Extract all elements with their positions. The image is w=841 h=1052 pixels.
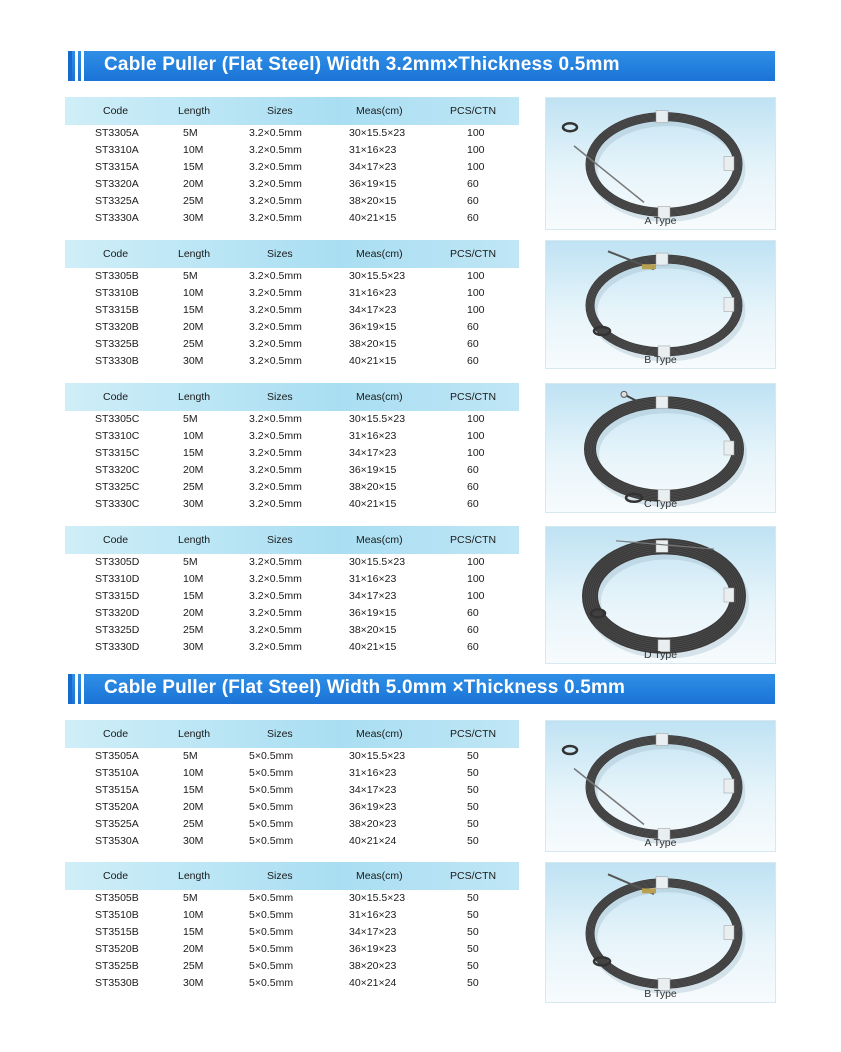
column-header: Sizes — [267, 105, 293, 117]
table-header-row — [65, 526, 519, 554]
table-cell: 5×0.5mm — [249, 801, 294, 813]
table-cell: 34×17×23 — [349, 304, 397, 316]
table-cell: ST3310C — [95, 430, 140, 442]
column-header: PCS/CTN — [450, 728, 497, 740]
table-cell: 15M — [183, 926, 204, 938]
table-cell: 38×20×15 — [349, 338, 397, 350]
table-cell: 34×17×23 — [349, 926, 397, 938]
table-cell: 50 — [467, 892, 479, 904]
table-cell: 100 — [467, 413, 485, 425]
column-header: Length — [178, 870, 211, 882]
table-cell: 5M — [183, 127, 198, 139]
table-row — [65, 285, 519, 302]
column-header: Length — [178, 391, 211, 403]
spec-table — [65, 862, 519, 992]
table-cell: 40×21×15 — [349, 355, 397, 367]
table-row — [65, 336, 519, 353]
table-cell: 3.2×0.5mm — [249, 464, 302, 476]
column-header: Meas(cm) — [356, 870, 403, 882]
table-cell: 36×19×15 — [349, 464, 397, 476]
table-cell: 30×15.5×23 — [349, 556, 406, 568]
table-cell: 5×0.5mm — [249, 960, 294, 972]
table-row — [65, 975, 519, 992]
table-row — [65, 125, 519, 142]
column-header: Sizes — [267, 728, 293, 740]
table-cell: 5×0.5mm — [249, 767, 294, 779]
table-cell: 50 — [467, 835, 479, 847]
table-row — [65, 319, 519, 336]
product-photo — [545, 240, 776, 369]
table-cell: ST3325A — [95, 195, 139, 207]
table-cell: 5×0.5mm — [249, 784, 294, 796]
photo-caption: B Type — [644, 354, 677, 366]
table-cell: 60 — [467, 212, 479, 224]
section-title: Cable Puller (Flat Steel) Width 3.2mm×Thickness 0.5mm — [104, 54, 620, 75]
spec-table — [65, 240, 519, 370]
table-cell: ST3305B — [95, 270, 139, 282]
table-cell: 60 — [467, 641, 479, 653]
column-header: Code — [103, 534, 129, 546]
table-cell: 50 — [467, 926, 479, 938]
table-cell: ST3515A — [95, 784, 139, 796]
table-row — [65, 411, 519, 428]
table-row — [65, 748, 519, 765]
table-cell: 100 — [467, 430, 485, 442]
table-row — [65, 479, 519, 496]
table-cell: 100 — [467, 161, 485, 173]
table-cell: 3.2×0.5mm — [249, 270, 302, 282]
table-row — [65, 142, 519, 159]
spec-table — [65, 97, 519, 227]
table-cell: 3.2×0.5mm — [249, 195, 302, 207]
table-row — [65, 302, 519, 319]
table-cell: 30×15.5×23 — [349, 750, 406, 762]
table-cell: ST3310B — [95, 287, 139, 299]
table-cell: 5M — [183, 556, 198, 568]
table-row — [65, 210, 519, 227]
table-cell: 5M — [183, 892, 198, 904]
table-row — [65, 445, 519, 462]
table-cell: ST3310D — [95, 573, 140, 585]
table-cell: ST3315D — [95, 590, 140, 602]
table-cell: 50 — [467, 943, 479, 955]
table-cell: 31×16×23 — [349, 573, 397, 585]
table-cell: 34×17×23 — [349, 161, 397, 173]
column-header: Sizes — [267, 248, 293, 260]
table-cell: 100 — [467, 556, 485, 568]
table-row — [65, 924, 519, 941]
table-cell: 5M — [183, 750, 198, 762]
table-cell: 25M — [183, 624, 204, 636]
column-header: Code — [103, 391, 129, 403]
product-photo — [545, 862, 776, 1003]
column-header: Length — [178, 728, 211, 740]
column-header: Meas(cm) — [356, 391, 403, 403]
column-header: Code — [103, 105, 129, 117]
table-cell: 31×16×23 — [349, 767, 397, 779]
table-cell: 5M — [183, 270, 198, 282]
table-cell: 100 — [467, 127, 485, 139]
table-cell: 3.2×0.5mm — [249, 287, 302, 299]
table-cell: 3.2×0.5mm — [249, 447, 302, 459]
table-cell: 5×0.5mm — [249, 835, 294, 847]
table-cell: 50 — [467, 784, 479, 796]
table-row — [65, 159, 519, 176]
table-cell: ST3515B — [95, 926, 139, 938]
table-cell: ST3315A — [95, 161, 139, 173]
table-cell: 30M — [183, 641, 204, 653]
table-cell: 30M — [183, 355, 204, 367]
table-row — [65, 782, 519, 799]
table-cell: 60 — [467, 321, 479, 333]
table-cell: 3.2×0.5mm — [249, 481, 302, 493]
table-cell: 100 — [467, 144, 485, 156]
table-cell: 3.2×0.5mm — [249, 355, 302, 367]
table-cell: 5×0.5mm — [249, 977, 294, 989]
photo-caption: D Type — [643, 649, 678, 661]
column-header: Length — [178, 105, 211, 117]
banner-stripes — [68, 674, 92, 704]
table-cell: 100 — [467, 270, 485, 282]
table-cell: ST3320A — [95, 178, 139, 190]
table-cell: 15M — [183, 161, 204, 173]
section-banner — [68, 674, 775, 704]
table-cell: 50 — [467, 977, 479, 989]
table-cell: 40×21×24 — [349, 977, 397, 989]
table-row — [65, 958, 519, 975]
table-cell: 20M — [183, 943, 204, 955]
table-cell: 38×20×15 — [349, 195, 397, 207]
column-header: Sizes — [267, 391, 293, 403]
table-cell: ST3320B — [95, 321, 139, 333]
table-cell: 60 — [467, 624, 479, 636]
table-cell: 25M — [183, 481, 204, 493]
table-cell: ST3505A — [95, 750, 139, 762]
table-cell: 3.2×0.5mm — [249, 338, 302, 350]
table-cell: 100 — [467, 447, 485, 459]
table-cell: 30×15.5×23 — [349, 413, 406, 425]
table-cell: 30M — [183, 498, 204, 510]
table-row — [65, 571, 519, 588]
table-cell: 10M — [183, 144, 204, 156]
table-cell: 20M — [183, 464, 204, 476]
table-cell: ST3510B — [95, 909, 139, 921]
column-header: Code — [103, 870, 129, 882]
photo-caption: A Type — [644, 837, 677, 849]
column-header: PCS/CTN — [450, 105, 497, 117]
table-cell: 38×20×15 — [349, 481, 397, 493]
table-cell: ST3330D — [95, 641, 140, 653]
table-row — [65, 176, 519, 193]
table-cell: 25M — [183, 960, 204, 972]
table-cell: 3.2×0.5mm — [249, 127, 302, 139]
table-cell: 25M — [183, 195, 204, 207]
product-photo — [545, 383, 776, 513]
table-cell: 60 — [467, 178, 479, 190]
column-header: Meas(cm) — [356, 248, 403, 260]
table-row — [65, 268, 519, 285]
column-header: Length — [178, 534, 211, 546]
table-cell: 40×21×15 — [349, 212, 397, 224]
table-cell: 15M — [183, 304, 204, 316]
table-cell: ST3325C — [95, 481, 140, 493]
banner-stripes — [68, 51, 92, 81]
table-cell: ST3330C — [95, 498, 140, 510]
table-cell: 3.2×0.5mm — [249, 413, 302, 425]
table-cell: 5×0.5mm — [249, 926, 294, 938]
table-cell: ST3315B — [95, 304, 139, 316]
table-row — [65, 496, 519, 513]
table-cell: ST3525A — [95, 818, 139, 830]
table-row — [65, 622, 519, 639]
table-cell: 5×0.5mm — [249, 818, 294, 830]
table-row — [65, 639, 519, 656]
table-cell: 5×0.5mm — [249, 892, 294, 904]
table-cell: 34×17×23 — [349, 784, 397, 796]
table-cell: 20M — [183, 321, 204, 333]
table-cell: 5×0.5mm — [249, 943, 294, 955]
table-row — [65, 428, 519, 445]
table-cell: 40×21×15 — [349, 641, 397, 653]
table-cell: 34×17×23 — [349, 590, 397, 602]
table-cell: ST3330A — [95, 212, 139, 224]
table-cell: 3.2×0.5mm — [249, 178, 302, 190]
table-row — [65, 890, 519, 907]
section-title: Cable Puller (Flat Steel) Width 5.0mm ×Thickness 0.5mm — [104, 677, 626, 698]
product-photo — [545, 720, 776, 852]
table-header-row — [65, 383, 519, 411]
table-cell: 36×19×15 — [349, 607, 397, 619]
table-cell: 30M — [183, 212, 204, 224]
table-cell: ST3325B — [95, 338, 139, 350]
table-cell: 60 — [467, 607, 479, 619]
table-cell: 50 — [467, 909, 479, 921]
table-cell: ST3525B — [95, 960, 139, 972]
table-row — [65, 353, 519, 370]
table-row — [65, 941, 519, 958]
table-cell: 3.2×0.5mm — [249, 321, 302, 333]
table-cell: 3.2×0.5mm — [249, 556, 302, 568]
column-header: Meas(cm) — [356, 534, 403, 546]
table-row — [65, 799, 519, 816]
table-cell: 30×15.5×23 — [349, 127, 406, 139]
table-cell: 40×21×24 — [349, 835, 397, 847]
table-header-row — [65, 862, 519, 890]
column-header: PCS/CTN — [450, 248, 497, 260]
table-row — [65, 554, 519, 571]
table-cell: 31×16×23 — [349, 144, 397, 156]
table-cell: 60 — [467, 481, 479, 493]
table-cell: 31×16×23 — [349, 909, 397, 921]
table-cell: ST3325D — [95, 624, 140, 636]
photo-caption: B Type — [644, 988, 677, 1000]
table-cell: 60 — [467, 355, 479, 367]
spec-table — [65, 383, 519, 513]
table-cell: 50 — [467, 750, 479, 762]
table-cell: 30×15.5×23 — [349, 270, 406, 282]
table-cell: ST3530A — [95, 835, 139, 847]
table-cell: 60 — [467, 464, 479, 476]
table-header-row — [65, 97, 519, 125]
coil-illustration — [546, 384, 775, 514]
column-header: PCS/CTN — [450, 534, 497, 546]
table-cell: 34×17×23 — [349, 447, 397, 459]
column-header: Sizes — [267, 534, 293, 546]
table-cell: ST3305D — [95, 556, 140, 568]
column-header: Meas(cm) — [356, 728, 403, 740]
table-cell: 40×21×15 — [349, 498, 397, 510]
table-cell: 38×20×23 — [349, 818, 397, 830]
table-cell: ST3305C — [95, 413, 140, 425]
table-cell: 3.2×0.5mm — [249, 304, 302, 316]
table-row — [65, 462, 519, 479]
table-cell: 3.2×0.5mm — [249, 144, 302, 156]
spec-table — [65, 720, 519, 850]
table-cell: 31×16×23 — [349, 287, 397, 299]
table-cell: 38×20×23 — [349, 960, 397, 972]
column-header: PCS/CTN — [450, 870, 497, 882]
table-cell: 100 — [467, 287, 485, 299]
table-cell: ST3320D — [95, 607, 140, 619]
column-header: Sizes — [267, 870, 293, 882]
table-cell: 10M — [183, 767, 204, 779]
table-cell: ST3510A — [95, 767, 139, 779]
table-cell: 36×19×23 — [349, 943, 397, 955]
table-cell: 3.2×0.5mm — [249, 161, 302, 173]
spec-table — [65, 526, 519, 656]
coil-illustration — [546, 527, 775, 665]
coil-illustration — [546, 863, 775, 1004]
table-row — [65, 588, 519, 605]
table-cell: 30M — [183, 977, 204, 989]
product-photo — [545, 97, 776, 230]
table-cell: 60 — [467, 338, 479, 350]
table-cell: 20M — [183, 801, 204, 813]
column-header: Meas(cm) — [356, 105, 403, 117]
table-cell: 10M — [183, 287, 204, 299]
table-cell: 3.2×0.5mm — [249, 590, 302, 602]
table-header-row — [65, 720, 519, 748]
table-cell: ST3310A — [95, 144, 139, 156]
table-cell: 3.2×0.5mm — [249, 624, 302, 636]
table-row — [65, 816, 519, 833]
table-cell: ST3520B — [95, 943, 139, 955]
table-cell: 20M — [183, 607, 204, 619]
table-cell: ST3505B — [95, 892, 139, 904]
table-cell: 31×16×23 — [349, 430, 397, 442]
table-cell: 36×19×15 — [349, 178, 397, 190]
table-cell: 50 — [467, 767, 479, 779]
coil-illustration — [546, 241, 775, 370]
table-cell: 3.2×0.5mm — [249, 498, 302, 510]
table-cell: 3.2×0.5mm — [249, 573, 302, 585]
table-cell: 38×20×15 — [349, 624, 397, 636]
table-cell: 30M — [183, 835, 204, 847]
column-header: Code — [103, 728, 129, 740]
table-cell: 25M — [183, 818, 204, 830]
table-row — [65, 605, 519, 622]
photo-caption: C Type — [643, 498, 678, 510]
table-cell: 5×0.5mm — [249, 909, 294, 921]
table-cell: 20M — [183, 178, 204, 190]
coil-illustration — [546, 721, 775, 853]
table-cell: ST3320C — [95, 464, 140, 476]
table-cell: 15M — [183, 447, 204, 459]
table-cell: 10M — [183, 909, 204, 921]
table-cell: 10M — [183, 430, 204, 442]
table-cell: 50 — [467, 960, 479, 972]
table-cell: 36×19×15 — [349, 321, 397, 333]
table-row — [65, 907, 519, 924]
table-cell: ST3330B — [95, 355, 139, 367]
column-header: PCS/CTN — [450, 391, 497, 403]
table-row — [65, 765, 519, 782]
table-row — [65, 833, 519, 850]
table-cell: 3.2×0.5mm — [249, 607, 302, 619]
table-cell: 10M — [183, 573, 204, 585]
table-cell: 100 — [467, 573, 485, 585]
table-cell: ST3305A — [95, 127, 139, 139]
table-cell: ST3530B — [95, 977, 139, 989]
table-cell: 60 — [467, 195, 479, 207]
table-row — [65, 193, 519, 210]
table-cell: 15M — [183, 590, 204, 602]
section-banner — [68, 51, 775, 81]
table-cell: 36×19×23 — [349, 801, 397, 813]
coil-illustration — [546, 98, 775, 231]
table-cell: 50 — [467, 818, 479, 830]
table-cell: 25M — [183, 338, 204, 350]
table-cell: 50 — [467, 801, 479, 813]
product-photo — [545, 526, 776, 664]
table-cell: 3.2×0.5mm — [249, 641, 302, 653]
column-header: Code — [103, 248, 129, 260]
column-header: Length — [178, 248, 211, 260]
photo-caption: A Type — [644, 215, 677, 227]
table-cell: 30×15.5×23 — [349, 892, 406, 904]
table-cell: 3.2×0.5mm — [249, 430, 302, 442]
table-cell: 100 — [467, 590, 485, 602]
table-cell: 60 — [467, 498, 479, 510]
table-cell: 15M — [183, 784, 204, 796]
table-cell: 5M — [183, 413, 198, 425]
table-cell: 100 — [467, 304, 485, 316]
table-cell: 3.2×0.5mm — [249, 212, 302, 224]
table-header-row — [65, 240, 519, 268]
table-cell: 5×0.5mm — [249, 750, 294, 762]
table-cell: ST3315C — [95, 447, 140, 459]
table-cell: ST3520A — [95, 801, 139, 813]
